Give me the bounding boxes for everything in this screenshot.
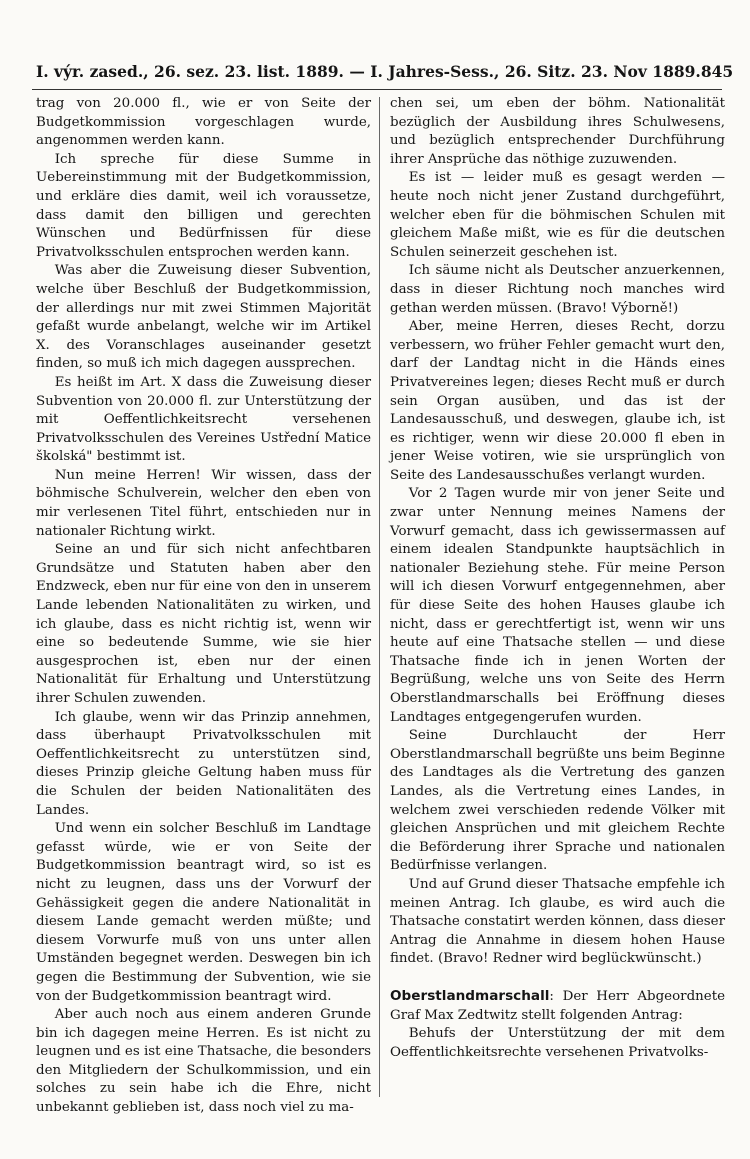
speaker-name: Oberstlandmarschall [390, 987, 550, 1004]
paragraph: Vor 2 Tagen wurde mir von jener Seite und zwar unter Nennung meines Namens der Vorwurf gemacht, dass ich gewissermassen auf einem idealen Standpunkte hauptsächlich in nationaler Beziehung stehe. Für meine Person will ich diesen Vorwurf entgegennehmen, aber für diese Seite des hohen Hauses glaube ich nicht, dass er gerechtfertigt ist, wenn wir uns heute auf eine Thatsache stellen — und diese Thatsache finde ich in jenen Worten der Begrüßung, welche uns von Seite des Herrn Oberstlandmarschalls bei Eröffnung dieses Landtages entgegengerufen wurden. [390, 486, 725, 725]
paragraph: Aber, meine Herren, dieses Recht, dorzu verbessern, wo früher Fehler gemacht wurt den, darf der Landtag nicht in die Händs eines Privatvereines legen; dieses Recht muß er durch sein Organ ausüben, und das ist der Landesausschuß, und deswegen, glaube ich, ist es richtiger, wenn wir diese 20.000 fl eben in jener Weise votiren, wie sie ursprünglich von Seite des Landesausschußes verlangt wurden. [390, 319, 725, 483]
paragraph: Seine Durchlaucht der Herr Oberstlandmarschall begrüßte uns beim Beginne des Landtages als die Vertretung des ganzen Landes, als die Vertretung eines Landes, in welchem zwei verschieden redende Völker mit gleichen Ansprüchen und mit gleichem Rechte die Beförderung ihrer Sprache und nationalen Bedürfnisse verlangen. [390, 728, 725, 874]
paragraph: Und auf Grund dieser Thatsache empfehle ich meinen Antrag. Ich glaube, es wird auch die Thatsache constatirt werden können, dass dieser Antrag die Annahme in diesem hohen Hause findet. (Bravo! Redner wird beglückwünscht.) [390, 876, 725, 967]
paragraph: Aber auch noch aus einem anderen Grunde bin ich dagegen meine Herren. Es ist nicht zu leugnen und es ist eine Thatsache, die besonders den Mitgliedern der Schulkommission, und ein solches zu sein habe ich die Ehre, nicht unbekannt geblieben ist, dass noch viel zu ma- [36, 1007, 371, 1116]
paragraph: Ich glaube, wenn wir das Prinzip annehmen, dass überhaupt Privatvolksschulen mit Oeffentlichkeitsrecht zu unterstützen sind, dieses Prinzip gleiche Geltung haben muss für die Schulen der beiden Nationalitäten des Landes. [36, 709, 371, 818]
paragraph: Ich säume nicht als Deutscher anzuerkennen, dass in dieser Richtung noch manches wird gethan werden müssen. (Bravo! Výborně!) [390, 263, 725, 316]
paragraph: chen sei, um eben der böhm. Nationalität bezüglich der Ausbildung ihres Schulwesens, und bezüglich entsprechender Durchführung ihrer Ansprüche das nöthige zuzuwenden. [390, 96, 725, 167]
left-column [36, 95, 371, 1118]
column-divider [379, 97, 380, 1097]
page-header [36, 62, 734, 81]
closing-paragraph: Behufs der Unterstützung der mit dem Oeffentlichkeitsrechte versehenen Privatvolks- [390, 1026, 725, 1060]
right-column [390, 95, 725, 1062]
paragraph: trag von 20.000 fl., wie er von Seite der Budgetkommission vorgeschlagen wurde, angenommen werden kann. [36, 96, 371, 149]
paragraph: Es ist — leider muß es gesagt werden — heute noch nicht jener Zustand durchgeführt, welcher eben für die böhmischen Schulen mit gleichem Maße mißt, wie es für die deutschen Schulen seinerzeit geschehen ist. [390, 170, 725, 260]
right-column-paragraphs [390, 95, 725, 969]
paragraph: Ich spreche für diese Summe in Uebereinstimmung mit der Budgetkommission, und erkläre dies damit, weil ich voraussetze, dass damit den billigen und gerechten Wünschen und Bedürfnissen für diese Privatvolksschulen entsprochen werden kann. [36, 151, 371, 260]
paragraph: Was aber die Zuweisung dieser Subvention, welche über Beschluß der Budgetkommission, der allerdings nur mit zwei Stimmen Majorität gefaßt wurde anbelangt, welche wir im Artikel X. des Voranschlages auseinander gesetzt finden, so muß ich mich dagegen aussprechen. [36, 263, 371, 372]
header-rule [32, 89, 722, 90]
header-session-info: I. výr. zased., 26. sez. 23. list. 1889. — I. Jahres-Sess., 26. Sitz. 23. Nov 1889. [36, 62, 701, 81]
page-number: 845 [700, 62, 734, 81]
paragraph: Nun meine Herren! Wir wissen, dass der böhmische Schulverein, welcher den eben von mir verlesenen Titel führt, entschieden nur in nationaler Richtung wirkt. [36, 467, 371, 539]
paragraph: Seine an und für sich nicht anfechtbaren Grundsätze und Statuten haben aber den Endzweck, eben nur für eine von den in unserem Lande lebenden Nationalitäten zu wirken, und ich glaube, dass es nicht richtig ist, wenn wir eine so bedeutende Summe, wie sie hier ausgesprochen ist, eben nur der einen Nationalität für Erhaltung und Unterstützung ihrer Schulen zuwenden. [36, 542, 371, 706]
speaker-paragraph [390, 987, 725, 1025]
paragraph: Es heißt im Art. X dass die Zuweisung dieser Subvention von 20.000 fl. zur Unterstützung der mit Oeffentlichkeitsrecht versehenen Privatvolksschulen des Vereines Ustřední Matice školská" bestimmt ist. [36, 374, 371, 465]
paragraph: Und wenn ein solcher Beschluß im Landtage gefasst würde, wie er von Seite der Budgetkommission beantragt wird, so ist es nicht zu leugnen, dass uns der Vorwurf der Gehässigkeit gegen die andere Nationalität in diesem Lande gemacht werden müßte; und diesem Vorwurfe muß von uns unter allen Umständen begegnet werden. Deswegen bin ich gegen die Bestimmung der Subvention, wie sie von der Budgetkommission beantragt wird. [36, 821, 371, 1004]
speaker-text: : Der Herr Abgeordnete Graf Max Zedtwitz stellt folgenden Antrag: [390, 988, 725, 1023]
